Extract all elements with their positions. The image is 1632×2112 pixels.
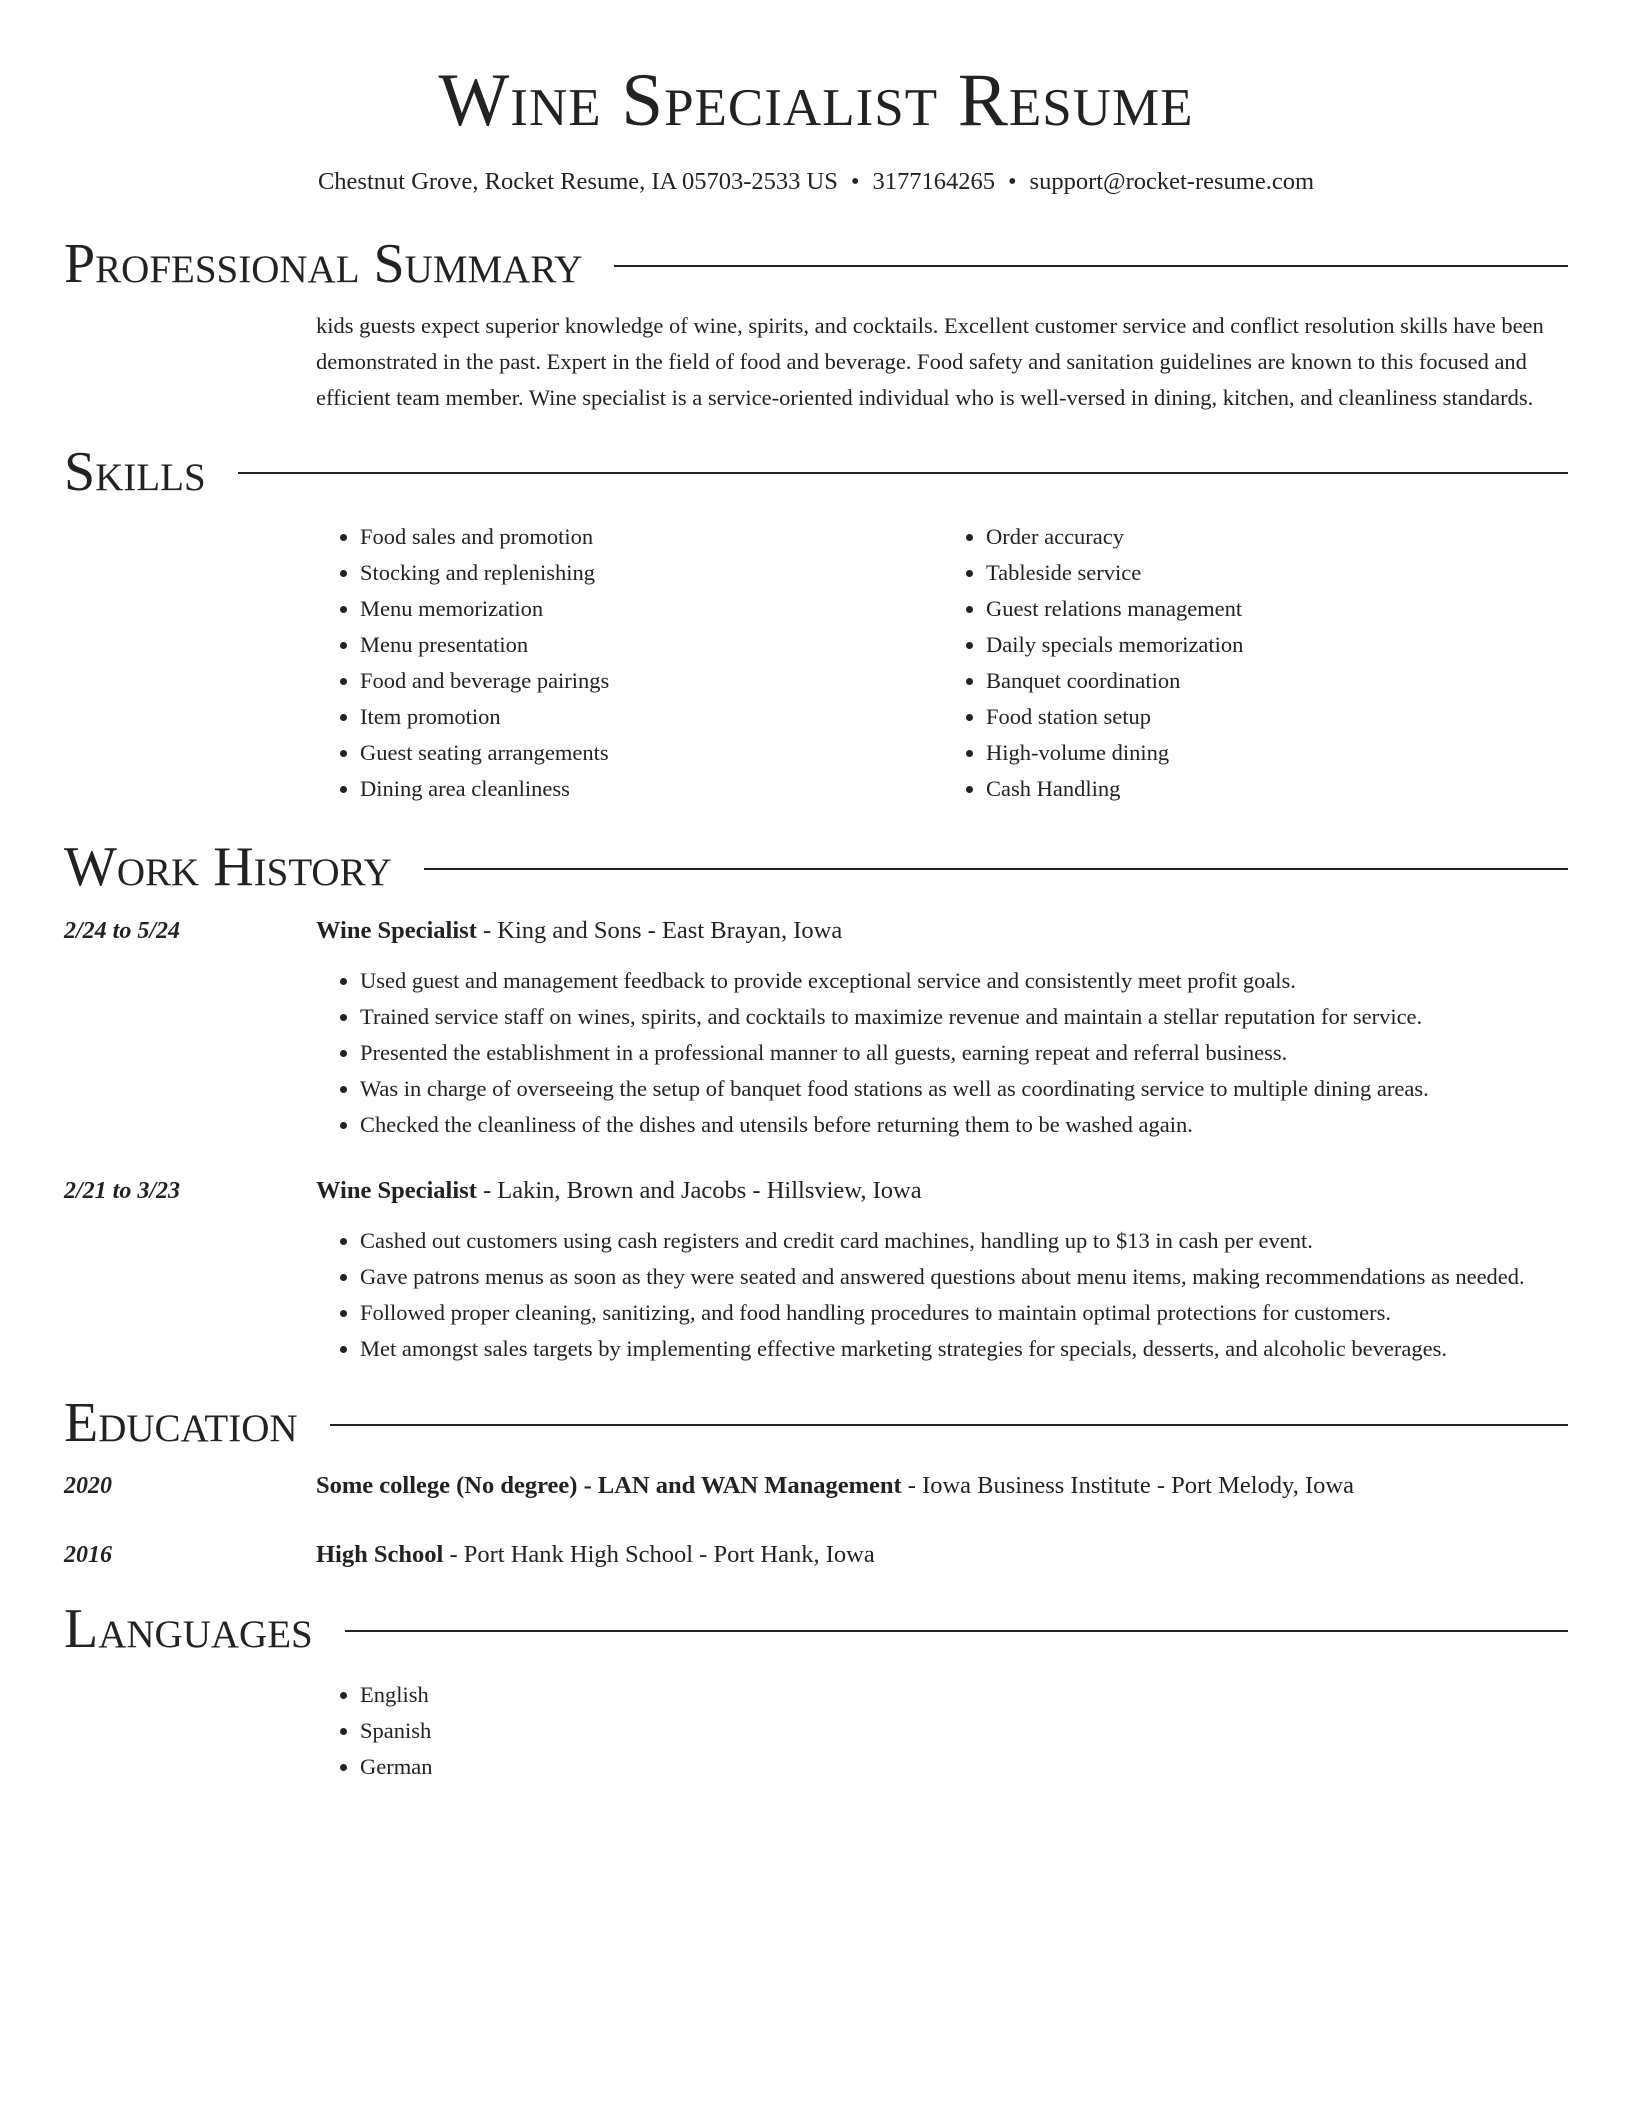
education-degree: High School [316,1541,444,1569]
job-bullet: • Followed proper cleaning, sanitizing, and food handling procedures to maintain optimal protections for customers. [360,1295,1568,1331]
summary-section-header [64,234,1568,296]
education-degree: Some college (No degree) - LAN and WAN Management [316,1472,902,1500]
skill-item: • Guest seating arrangements [360,735,942,771]
contact-separator: • [850,168,860,196]
job-bullet: • Checked the cleanliness of the dishes and utensils before returning them to be washed again. [360,1107,1568,1143]
section-divider [345,1630,1568,1632]
education-date: 2020 [64,1473,112,1500]
job-employer: - Lakin, Brown and Jacobs - Hillsview, Iowa [476,1176,922,1204]
job-bullets [316,1223,1568,1367]
job-title-line [316,1173,1568,1209]
skills-list-right [942,519,1568,807]
skills-section-header [64,442,1568,504]
skills-list-left [316,519,942,807]
job-bullets [316,963,1568,1143]
skill-item: • Menu memorization [360,591,942,627]
skills-heading: Skills [64,440,206,503]
resume-title: Wine Specialist Resume [438,59,1194,142]
job-title: Wine Specialist [316,916,477,944]
job-title: Wine Specialist [316,1176,477,1204]
education-body [316,1468,1568,1504]
education-entry [64,1537,1568,1573]
education-line [316,1537,1568,1573]
summary-text: kids guests expect superior knowledge of wine, spirits, and cocktails. Excellent customer service and conflict resolution skills have been demonstrated in the past. Expert in the field of food and beverage. Food safety and sanitation guidelines are known to this focused and efficient team member. Wine specialist is a service-oriented individual who is well-versed in dining, kitchen, and cleanliness standards. [316,312,1544,410]
job-date: 2/24 to 5/24 [64,917,181,944]
language-item: • English [360,1677,1568,1713]
skill-item: • Dining area cleanliness [360,771,942,807]
job-entry [64,1173,1568,1367]
skill-item: • Order accuracy [986,519,1568,555]
job-bullet: • Trained service staff on wines, spirits, and cocktails to maximize revenue and maintain a stellar reputation for service. [360,999,1568,1035]
job-bullet: • Presented the establishment in a professional manner to all guests, earning repeat and referral business. [360,1035,1568,1071]
education-school: - Iowa Business Institute - Port Melody, Iowa [901,1472,1354,1500]
education-heading: Education [64,1391,298,1454]
contact-email: support@rocket-resume.com [1029,168,1315,196]
job-date: 2/21 to 3/23 [64,1177,181,1204]
job-bullet: • Met amongst sales targets by implementing effective marketing strategies for specials, desserts, and alcoholic beverages. [360,1331,1568,1367]
education-line [316,1468,1568,1504]
job-entry [64,913,1568,1143]
section-divider [238,472,1568,474]
skill-item: • Food sales and promotion [360,519,942,555]
contact-address: Chestnut Grove, Rocket Resume, IA 05703-2533 US [317,168,838,196]
job-bullet: • Gave patrons menus as soon as they were seated and answered questions about menu items, making recommendations as needed. [360,1259,1568,1295]
job-title-line [316,913,1568,949]
section-divider [330,1424,1568,1426]
education-entry [64,1468,1568,1504]
education-section-header [64,1393,1568,1455]
languages-list [316,1677,1568,1785]
languages-heading: Languages [64,1598,313,1661]
skill-item: • Cash Handling [986,771,1568,807]
languages-block [316,1677,1568,1785]
skill-item: • Tableside service [986,555,1568,591]
work-section-header [64,837,1568,899]
section-divider [424,868,1568,870]
skill-item: • Daily specials memorization [986,627,1568,663]
job-body [316,913,1568,1143]
skill-item: • Food station setup [986,699,1568,735]
skills-grid [316,519,1568,807]
language-item: • Spanish [360,1713,1568,1749]
work-heading: Work History [64,836,392,899]
skill-item: • Food and beverage pairings [360,663,942,699]
summary-heading: Professional Summary [64,233,583,296]
education-body [316,1537,1568,1573]
job-body [316,1173,1568,1367]
job-bullet: • Cashed out customers using cash registers and credit card machines, handling up to $13 in cash per event. [360,1223,1568,1259]
languages-section-header [64,1599,1568,1661]
skill-item: • Item promotion [360,699,942,735]
language-item: • German [360,1749,1568,1785]
skill-item: • Stocking and replenishing [360,555,942,591]
job-employer: - King and Sons - East Brayan, Iowa [476,916,843,944]
contact-separator: • [1007,168,1017,196]
skill-item: • Banquet coordination [986,663,1568,699]
education-date: 2016 [64,1542,112,1569]
skill-item: • Guest relations management [986,591,1568,627]
contact-line [64,166,1568,198]
section-divider [614,265,1568,267]
skill-item: • Menu presentation [360,627,942,663]
job-bullet: • Used guest and management feedback to provide exceptional service and consistently meet profit goals. [360,963,1568,999]
job-bullet: • Was in charge of overseeing the setup of banquet food stations as well as coordinating service to multiple dining areas. [360,1071,1568,1107]
skill-item: • High-volume dining [986,735,1568,771]
contact-phone: 3177164265 [872,168,995,196]
education-school: - Port Hank High School - Port Hank, Iowa [443,1541,875,1569]
